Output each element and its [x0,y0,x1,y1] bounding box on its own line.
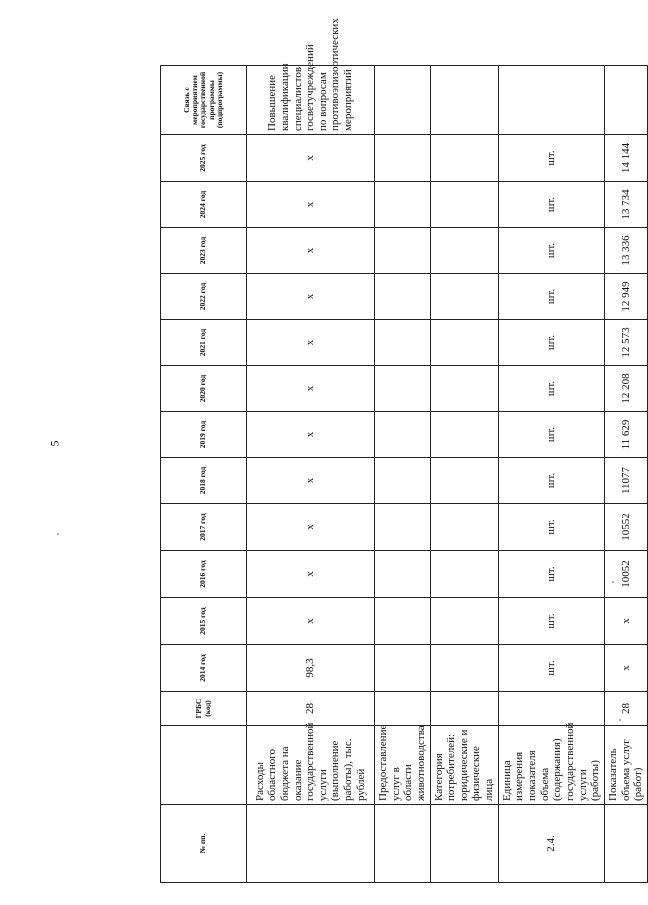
table-row [375,65,431,882]
header-year: 2014 год [161,644,247,691]
header-grbs: ГРБС (код) [161,691,247,725]
row-value [430,503,498,550]
row-link: Повышение квалификации специалистов госветучреждений по вопросам противоэпизоотических мероприятий [247,65,375,134]
row-value [375,181,431,227]
header-year: 2024 год [161,181,247,227]
row-value [430,597,498,644]
row-value: 12 573 [604,319,647,365]
table-row [247,65,375,882]
row-value [430,644,498,691]
row-value: шт. [498,503,604,550]
row-value: шт. [498,319,604,365]
row-name: Категория потребителей: юридические и физические лица [430,725,498,804]
row-value [430,181,498,227]
header-num: № пп. [161,804,247,882]
row-value: шт. [498,644,604,691]
header-year: 2015 год [161,597,247,644]
table-row [430,65,498,882]
row-value: 11 629 [604,411,647,457]
row-value [430,411,498,457]
row-value [375,503,431,550]
header-row [161,65,247,882]
row-value: х [247,227,375,273]
row-value: шт. [498,181,604,227]
row-num [604,804,647,882]
row-grbs: 28 [604,691,647,725]
row-value: 12 949 [604,273,647,319]
row-value: 12 208 [604,365,647,411]
row-value [375,365,431,411]
header-name [161,725,247,804]
row-grbs [498,691,604,725]
row-value: х [247,597,375,644]
header-year: 2023 год [161,227,247,273]
row-value [375,273,431,319]
header-year: 2019 год [161,411,247,457]
row-name: Показатель объема услуг (работ) [604,725,647,804]
row-value [375,134,431,181]
row-value: шт. [498,597,604,644]
row-value: х [247,181,375,227]
header-link: Связь с мероприятием государственной программы (подпрограммы) [161,65,247,134]
row-value [375,550,431,597]
row-value [430,273,498,319]
row-value: шт. [498,411,604,457]
row-value [375,597,431,644]
row-value: х [604,597,647,644]
header-year: 2017 год [161,503,247,550]
row-name: Предоставление услуг в области животноводства [375,725,431,804]
row-value: шт. [498,134,604,181]
row-value: х [247,134,375,181]
row-value [375,644,431,691]
scan-speck [612,581,614,583]
row-value [430,365,498,411]
row-grbs: 28 [247,691,375,725]
row-grbs [375,691,431,725]
header-year: 2022 год [161,273,247,319]
page-number: 5 [47,440,62,447]
row-link [430,65,498,134]
scan-speck [57,533,59,535]
row-value: х [247,411,375,457]
table-row [498,65,604,882]
row-value [375,319,431,365]
header-year: 2025 год [161,134,247,181]
row-value [375,227,431,273]
row-num [375,804,431,882]
row-value [430,227,498,273]
row-value [375,457,431,503]
row-num [430,804,498,882]
row-link [375,65,431,134]
row-value: 11077 [604,457,647,503]
scan-speck [619,719,621,721]
row-value: х [247,273,375,319]
row-name: Единица измерения показателя объема (содержания) государственной услуги (работы) [498,725,604,804]
table-row [604,65,647,882]
row-value [375,411,431,457]
row-value: х [247,319,375,365]
row-value: х [247,503,375,550]
row-value: 10552 [604,503,647,550]
row-value [430,134,498,181]
row-value: х [247,550,375,597]
row-value: шт. [498,365,604,411]
row-value [430,457,498,503]
row-value: шт. [498,457,604,503]
row-num [247,804,375,882]
header-year: 2020 год [161,365,247,411]
row-value [430,319,498,365]
row-value: 98,3 [247,644,375,691]
row-value: шт. [498,227,604,273]
row-num: 2.4. [498,804,604,882]
row-link [498,65,604,134]
row-name: Расходы областного бюджета на оказание государственной услуги (выполнение работы), тыс. рублей [247,725,375,804]
row-value: х [604,644,647,691]
row-value: х [247,457,375,503]
row-value: х [247,365,375,411]
header-year: 2016 год [161,550,247,597]
header-year: 2021 год [161,319,247,365]
row-grbs [430,691,498,725]
row-value: 13 336 [604,227,647,273]
row-link [604,65,647,134]
row-value: 13 734 [604,181,647,227]
row-value: шт. [498,273,604,319]
row-value [430,550,498,597]
rotated-table-container [160,17,645,883]
row-value: 10052 [604,550,647,597]
row-value: 14 144 [604,134,647,181]
header-year: 2018 год [161,457,247,503]
row-value: шт. [498,550,604,597]
indicator-table [160,17,648,883]
